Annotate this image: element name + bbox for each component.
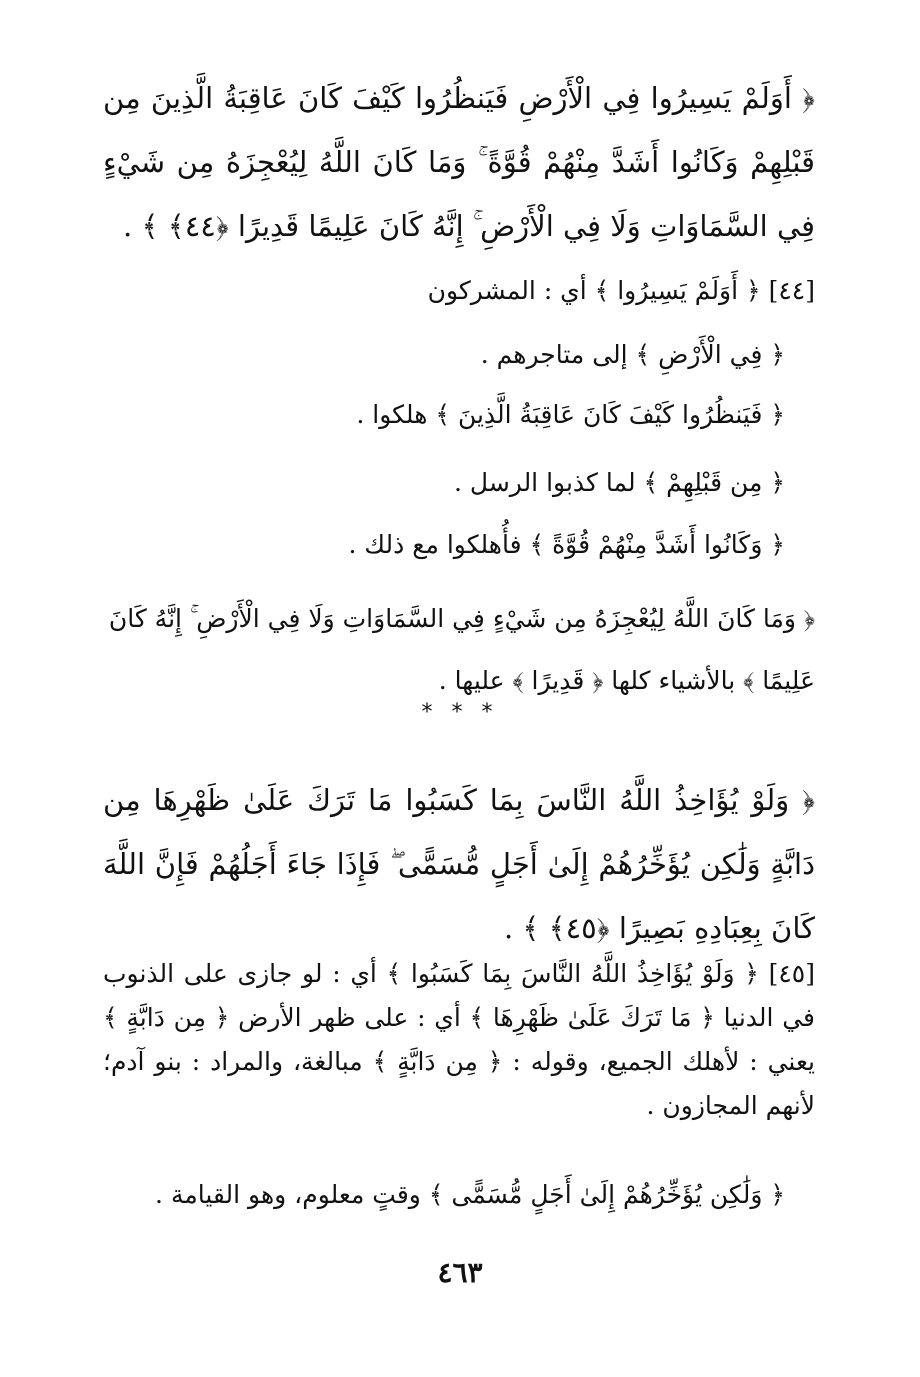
page-number: ٤٦٣ <box>437 1256 483 1289</box>
tafsir-45-last-line: ﴿ وَلَٰكِن يُؤَخِّرُهُمْ إِلَىٰ أَجَلٍ مُّسَمًّى ﴾ وقتٍ معلوم، وهو القيامة . <box>155 1180 785 1209</box>
tafsir-44-line-5: ﴿ وَمَا كَانَ اللَّهُ لِيُعْجِزَهُ مِن شَيْءٍ فِي السَّمَاوَاتِ وَلَا فِي الْأَرْضِ ۚ إِنَّهُ كَانَ عَلِيمًا ﴾ بالأشياء كلها ﴿ قَدِيرًا ﴾ عليها . <box>108 604 815 695</box>
tafsir-44-line-4: ﴿ وَكَانُوا أَشَدَّ مِنْهُمْ قُوَّةً ﴾ فأُهلكوا مع ذلك . <box>348 530 785 559</box>
quran-verse-44: ﴿ أَوَلَمْ يَسِيرُوا فِي الْأَرْضِ فَيَنظُرُوا كَيْفَ كَانَ عَاقِبَةُ الَّذِينَ مِن قَبْلِهِمْ وَكَانُوا أَشَدَّ مِنْهُمْ قُوَّةً ۚ وَمَا كَانَ اللَّهُ لِيُعْجِزَهُ مِن شَيْءٍ فِي السَّمَاوَاتِ وَلَا فِي الْأَرْضِ ۚ إِنَّهُ كَانَ عَلِيمًا قَدِيرًا ﴿٤٤﴾ ﴾ . <box>103 81 815 243</box>
tafsir-44-line-3: ﴿ مِن قَبْلِهِمْ ﴾ لما كذبوا الرسل . <box>454 468 785 497</box>
tafsir-44-intro: [٤٤] ﴿ أَوَلَمْ يَسِيرُوا ﴾ أي : المشركون <box>427 276 815 305</box>
tafsir-45-paragraph: [٤٥] ﴿ وَلَوْ يُؤَاخِذُ اللَّهُ النَّاسَ بِمَا كَسَبُوا ﴾ أي : لو جازى على الذنوب في الدنيا ﴿ مَا تَرَكَ عَلَىٰ ظَهْرِهَا ﴾ أي : على ظهر الأرض ﴿ مِن دَابَّةٍ ﴾ يعني : لأهلك الجميع، وقوله : ﴿ مِن دَابَّةٍ ﴾ مبالغة، والمراد : بنو آدم؛ لأنهم المجازون . <box>103 959 815 1120</box>
quran-verse-45: ﴿ وَلَوْ يُؤَاخِذُ اللَّهُ النَّاسَ بِمَا كَسَبُوا مَا تَرَكَ عَلَىٰ ظَهْرِهَا مِن دَابَّةٍ وَلَٰكِن يُؤَخِّرُهُمْ إِلَىٰ أَجَلٍ مُّسَمًّى ۖ فَإِذَا جَاءَ أَجَلُهُمْ فَإِنَّ اللَّهَ كَانَ بِعِبَادِهِ بَصِيرًا ﴿٤٥﴾ ﴾ . <box>103 783 815 945</box>
tafsir-44-line-1: ﴿ فِي الْأَرْضِ ﴾ إلى متاجرهم . <box>480 340 785 369</box>
tafsir-44-line-2: ﴿ فَيَنظُرُوا كَيْفَ كَانَ عَاقِبَةُ الَّذِينَ ﴾ هلكوا . <box>356 400 785 429</box>
section-separator: * * * <box>421 700 499 725</box>
